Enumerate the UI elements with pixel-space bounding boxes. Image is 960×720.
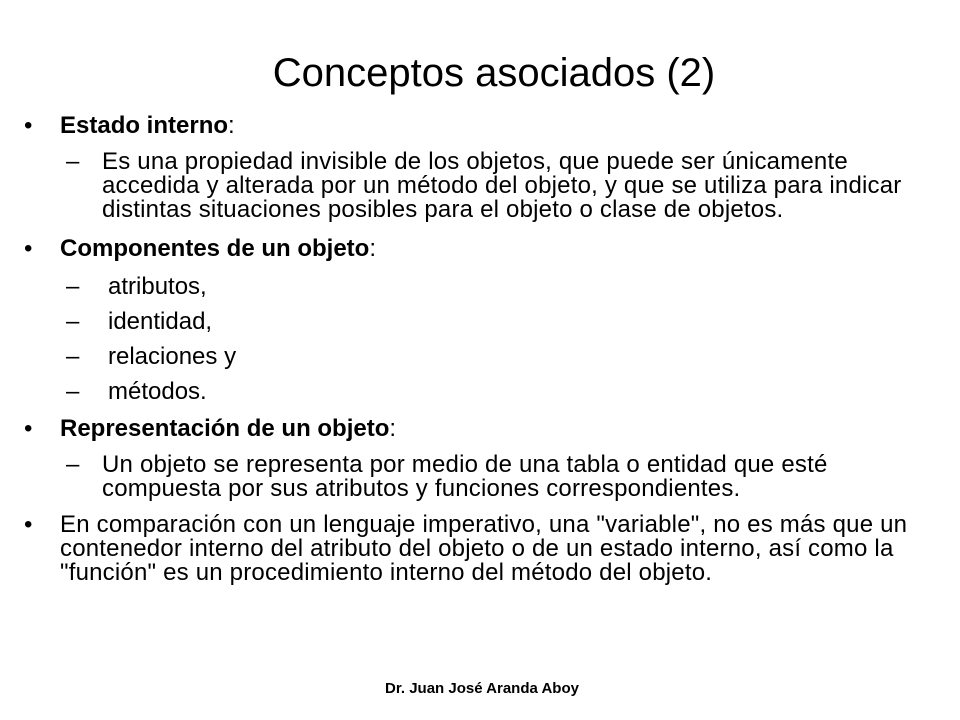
- bullet-marker: •: [24, 511, 33, 538]
- slide-footer-author: Dr. Juan José Aranda Aboy: [385, 680, 579, 697]
- dash-marker: –: [66, 148, 80, 175]
- list-item-text: atributos,: [108, 273, 207, 300]
- bullet-marker: •: [24, 415, 33, 442]
- bullet-estado-interno: [24, 111, 924, 140]
- closing-text: En comparación con un lenguaje imperativo, una "variable", no es más que un contenedor interno del atributo del objeto o de un estado interno, así como la "función" es un procedimiento interno del método del objeto.: [60, 511, 908, 586]
- bullet-representacion: [24, 414, 924, 443]
- dash-marker: –: [66, 343, 80, 370]
- sub-paragraph-representacion: [24, 453, 924, 501]
- bullet-heading-suffix: :: [389, 415, 397, 442]
- paragraph-text: Es una propiedad invisible de los objetos, que puede ser únicamente accedida y alterada por un método del objeto, y que se utiliza para indicar distintas situaciones posibles para el objeto o clase de objetos.: [102, 148, 902, 223]
- list-item: [24, 345, 924, 369]
- slide-content: [24, 111, 924, 595]
- list-item-text: métodos.: [108, 378, 207, 405]
- sub-paragraph-estado-interno: [24, 150, 924, 222]
- bullet-heading: Componentes de un objeto: [60, 235, 370, 262]
- list-item-text: relaciones y: [108, 343, 237, 370]
- list-item: [24, 380, 924, 404]
- bullet-heading: Estado interno: [60, 112, 229, 139]
- dash-marker: –: [66, 378, 80, 405]
- bullet-componentes: [24, 234, 924, 263]
- paragraph-text: Un objeto se representa por medio de una tabla o entidad que esté compuesta por sus atributos y funciones correspondientes.: [102, 451, 828, 502]
- list-item: [24, 310, 924, 334]
- list-item: [24, 275, 924, 299]
- bullet-heading-suffix: :: [369, 235, 376, 262]
- bullet-comparacion: [24, 513, 924, 585]
- bullet-marker: •: [24, 112, 33, 139]
- list-item-text: identidad,: [108, 308, 213, 335]
- bullet-heading-suffix: :: [228, 112, 235, 139]
- slide-title: Conceptos asociados (2): [272, 51, 716, 95]
- bullet-marker: •: [24, 235, 33, 262]
- dash-marker: –: [66, 451, 80, 478]
- dash-marker: –: [66, 273, 80, 300]
- bullet-heading: Representación de un objeto: [60, 415, 390, 442]
- dash-marker: –: [66, 308, 80, 335]
